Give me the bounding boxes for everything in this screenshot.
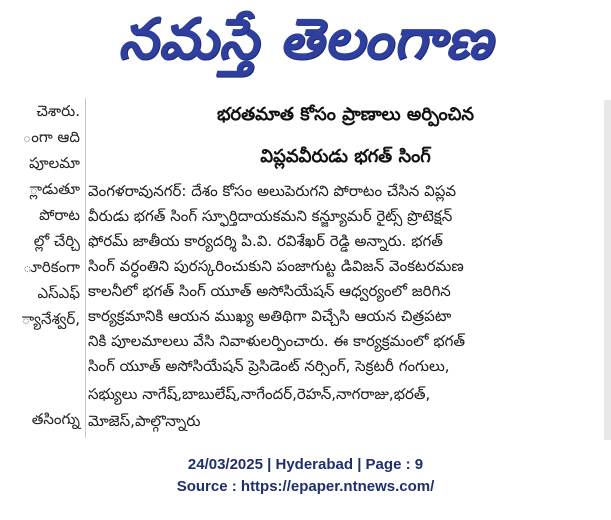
edition-info: 24/03/2025 | Hyderabad | Page : 9 <box>187 456 424 473</box>
article-body-line: ఫోరమ్ జాతీయ కార్యదర్శి పి.వి. రవిశేఖర్ రెడ్డి అన్నారు. భగత్ <box>88 232 443 250</box>
article-body-line: కాలనీలో భగత్ సింగ్ యూత్ అసోసియేషన్ ఆధ్వర్యంలో జరిగిన <box>88 282 451 300</box>
adjacent-text-fragment: పూలమా <box>29 154 80 172</box>
article-headline-line: భరతమాత కోసం ప్రాణాలు అర్పించిన <box>216 104 475 125</box>
article-body-line: సింగ్ యూత్ అసోసియేషన్ ప్రెసిడెంట్ నర్సింగ్, సెక్రటరీ గంగులు, <box>88 357 450 375</box>
adjacent-text-fragment: ల్లో చేర్చి <box>33 232 80 250</box>
source-link[interactable]: Source : https://epaper.ntnews.com/ <box>176 478 435 495</box>
article-headline-line: విప్లవవీరుడు భగత్ సింగ్ <box>260 146 431 167</box>
adjacent-text-fragment: ఎస్ఎఫ్ <box>37 284 80 302</box>
article-body-line: సభ్యులు నాగేష్,బాబులేష్,నాగేందర్,రెహన్,నాగరాజు,భరత్, <box>88 385 431 403</box>
column-divider <box>85 98 86 438</box>
news-article <box>88 96 603 444</box>
article-body-line: వీరుడు భగత్ సింగ్ స్ఫూర్తిదాయకమని కన్జ్యూమర్ రైట్స్ ప్రొటెక్షన్ <box>88 207 453 225</box>
article-body-line: కార్యక్రమానికి ఆయన ముఖ్య అతిథిగా విచ్చేసి ఆయన చిత్రపటా <box>88 307 452 325</box>
adjacent-text-fragment: చెశారు. <box>36 102 80 120</box>
adjacent-text-fragment: ంగా ఆది <box>22 128 80 146</box>
masthead <box>0 0 611 90</box>
article-body-line: వెంగళరావునగర్: దేశం కోసం అలుపెరుగని పోరాటం చేసిన విప్లవ <box>88 182 457 200</box>
adjacent-text-fragment: ్లాడుతూ <box>29 180 80 198</box>
adjacent-text-fragment: తసింగ్ను <box>31 410 80 428</box>
adjacent-article-column <box>0 96 84 446</box>
adjacent-text-fragment: ూరికంగా <box>23 258 80 276</box>
article-body-line: నికి పూలమాలలు వేసి నివాళులర్పించారు. ఈ కార్యక్రమంలో భగత్ <box>88 332 465 350</box>
newspaper-logo: నమస్తే తెలంగాణ <box>118 7 493 72</box>
adjacent-article-edge <box>604 100 611 440</box>
adjacent-text-fragment: ్యానేశ్వర్, <box>21 310 80 328</box>
article-body-line: మోజెస్,పాల్గొన్నారు <box>88 412 201 430</box>
page-footer <box>0 454 611 498</box>
article-body-line: సింగ్ వర్ధంతిని పురస్కరించుకుని పంజాగుట్ట డివిజన్ వెంకటరమణ <box>88 257 464 275</box>
adjacent-text-fragment: పోరాట <box>39 206 80 224</box>
